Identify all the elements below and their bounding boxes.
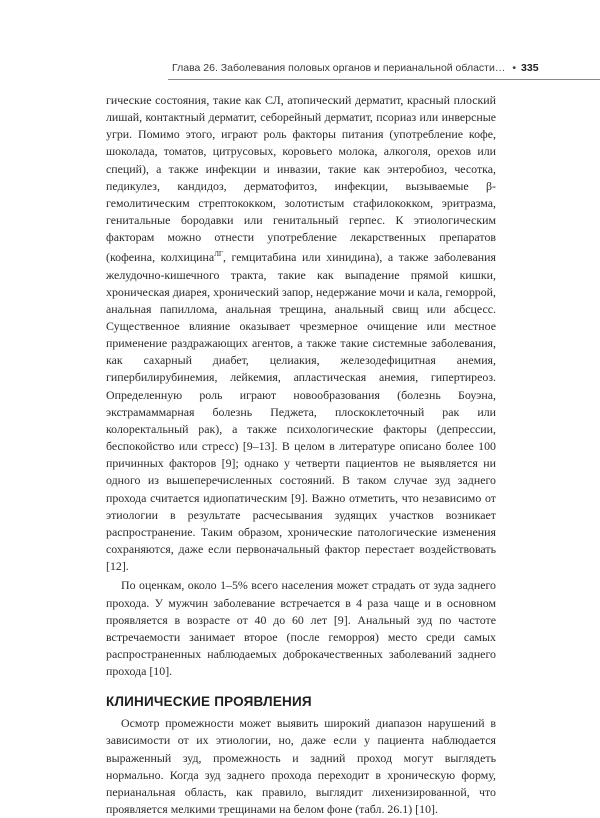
- body-paragraph: По оценкам, около 1–5% всего населения может страдать от зуда заднего прохода. У мужчин заболевание встречается в 4 раза чаще и в основном проявляется в возрасте от 40 до 60 лет [9]. Анальный зуд по частоте встречаемости занимает второе (после геморроя) место среди самых распространенных наблюдаемых доброкачественных заболеваний заднего прохода [10].: [106, 578, 496, 679]
- page-number: 335: [521, 62, 539, 74]
- body-paragraph: [106, 92, 496, 575]
- header-rule: [168, 79, 600, 80]
- drug-superscript: ЛГ: [214, 250, 223, 259]
- section-heading: КЛИНИЧЕСКИЕ ПРОЯВЛЕНИЯ: [106, 694, 312, 710]
- body-paragraph: Осмотр промежности может выявить широкий диапазон нарушений в зависимости от их этиологии, но, даже если у пациента наблюдается выраженный зуд, промежность и задний проход могут выглядеть нормально. Когда зуд заднего прохода переходит в хроническую форму, перианальная область, как правило, выглядит лихенизированной, что проявляется мелкими трещинами на белом фоне (табл. 26.1) [10].: [106, 716, 496, 817]
- page-body: [106, 92, 496, 818]
- paragraph-text: гические состояния, такие как СЛ, атопический дерматит, красный плоский лишай, контактный дерматит, себорейный дерматит, псориаз или инверсные угри. Помимо этого, играют роль факторы питания (употребление кофе, шоколада, томатов, цитрусовых, коровьего молока, алкоголя, орехов или специй), а также инфекции и инвазии, такие как энтеробиоз, чесотка, педикулез, кандидоз, дерматофитоз, инфекции, вызываемые β-гемолитическим стрептококком, золотистым стафилококком, эритразма, генитальные бородавки или генитальный герпес. К этиологическим факторам можно отнести употребление лекарственных препаратов (кофеина, колхицина: [106, 93, 496, 265]
- running-header: [172, 62, 539, 76]
- chapter-title: Глава 26. Заболевания половых органов и перианальной области…: [172, 62, 506, 74]
- paragraph-text-continued: , гемцитабина или хинидина), а также заболевания желудочно-кишечного тракта, такие как выпадение прямой кишки, хроническая диарея, хронический запор, недержание мочи и кала, геморрой, анальная папиллома, анальная трещина, анальный свищ или абсцесс. Существенное влияние оказывает чрезмерное очищение или местное применение раздражающих агентов, а также такие системные заболевания, как сахарный диабет, целиакия, железодефицитная анемия, гипербилирубинемия, лейкемия, апластическая анемия, гипертиреоз. Определенную роль играют новообразования (болезнь Боуэна, экстрамаммарная болезнь Педжета, плоскоклеточный рак или колоректальный рак), а также психологические факторы (депрессии, беспокойство или стресс) [9–13]. В целом в литературе описано более 100 причинных факторов [9]; однако у четверти пациентов не выявляется ни одного из вышеперечисленных состояний. В таком случае зуд заднего прохода считается идиопатическим [9]. Важно отметить, что независимо от этиологии в результате расчесывания зудящих участков возникает распространение. Таким образом, хронические патологические изменения сохраняются, даже если первоначальный фактор перестает воздействовать [12].: [106, 250, 496, 574]
- header-separator: •: [512, 62, 517, 74]
